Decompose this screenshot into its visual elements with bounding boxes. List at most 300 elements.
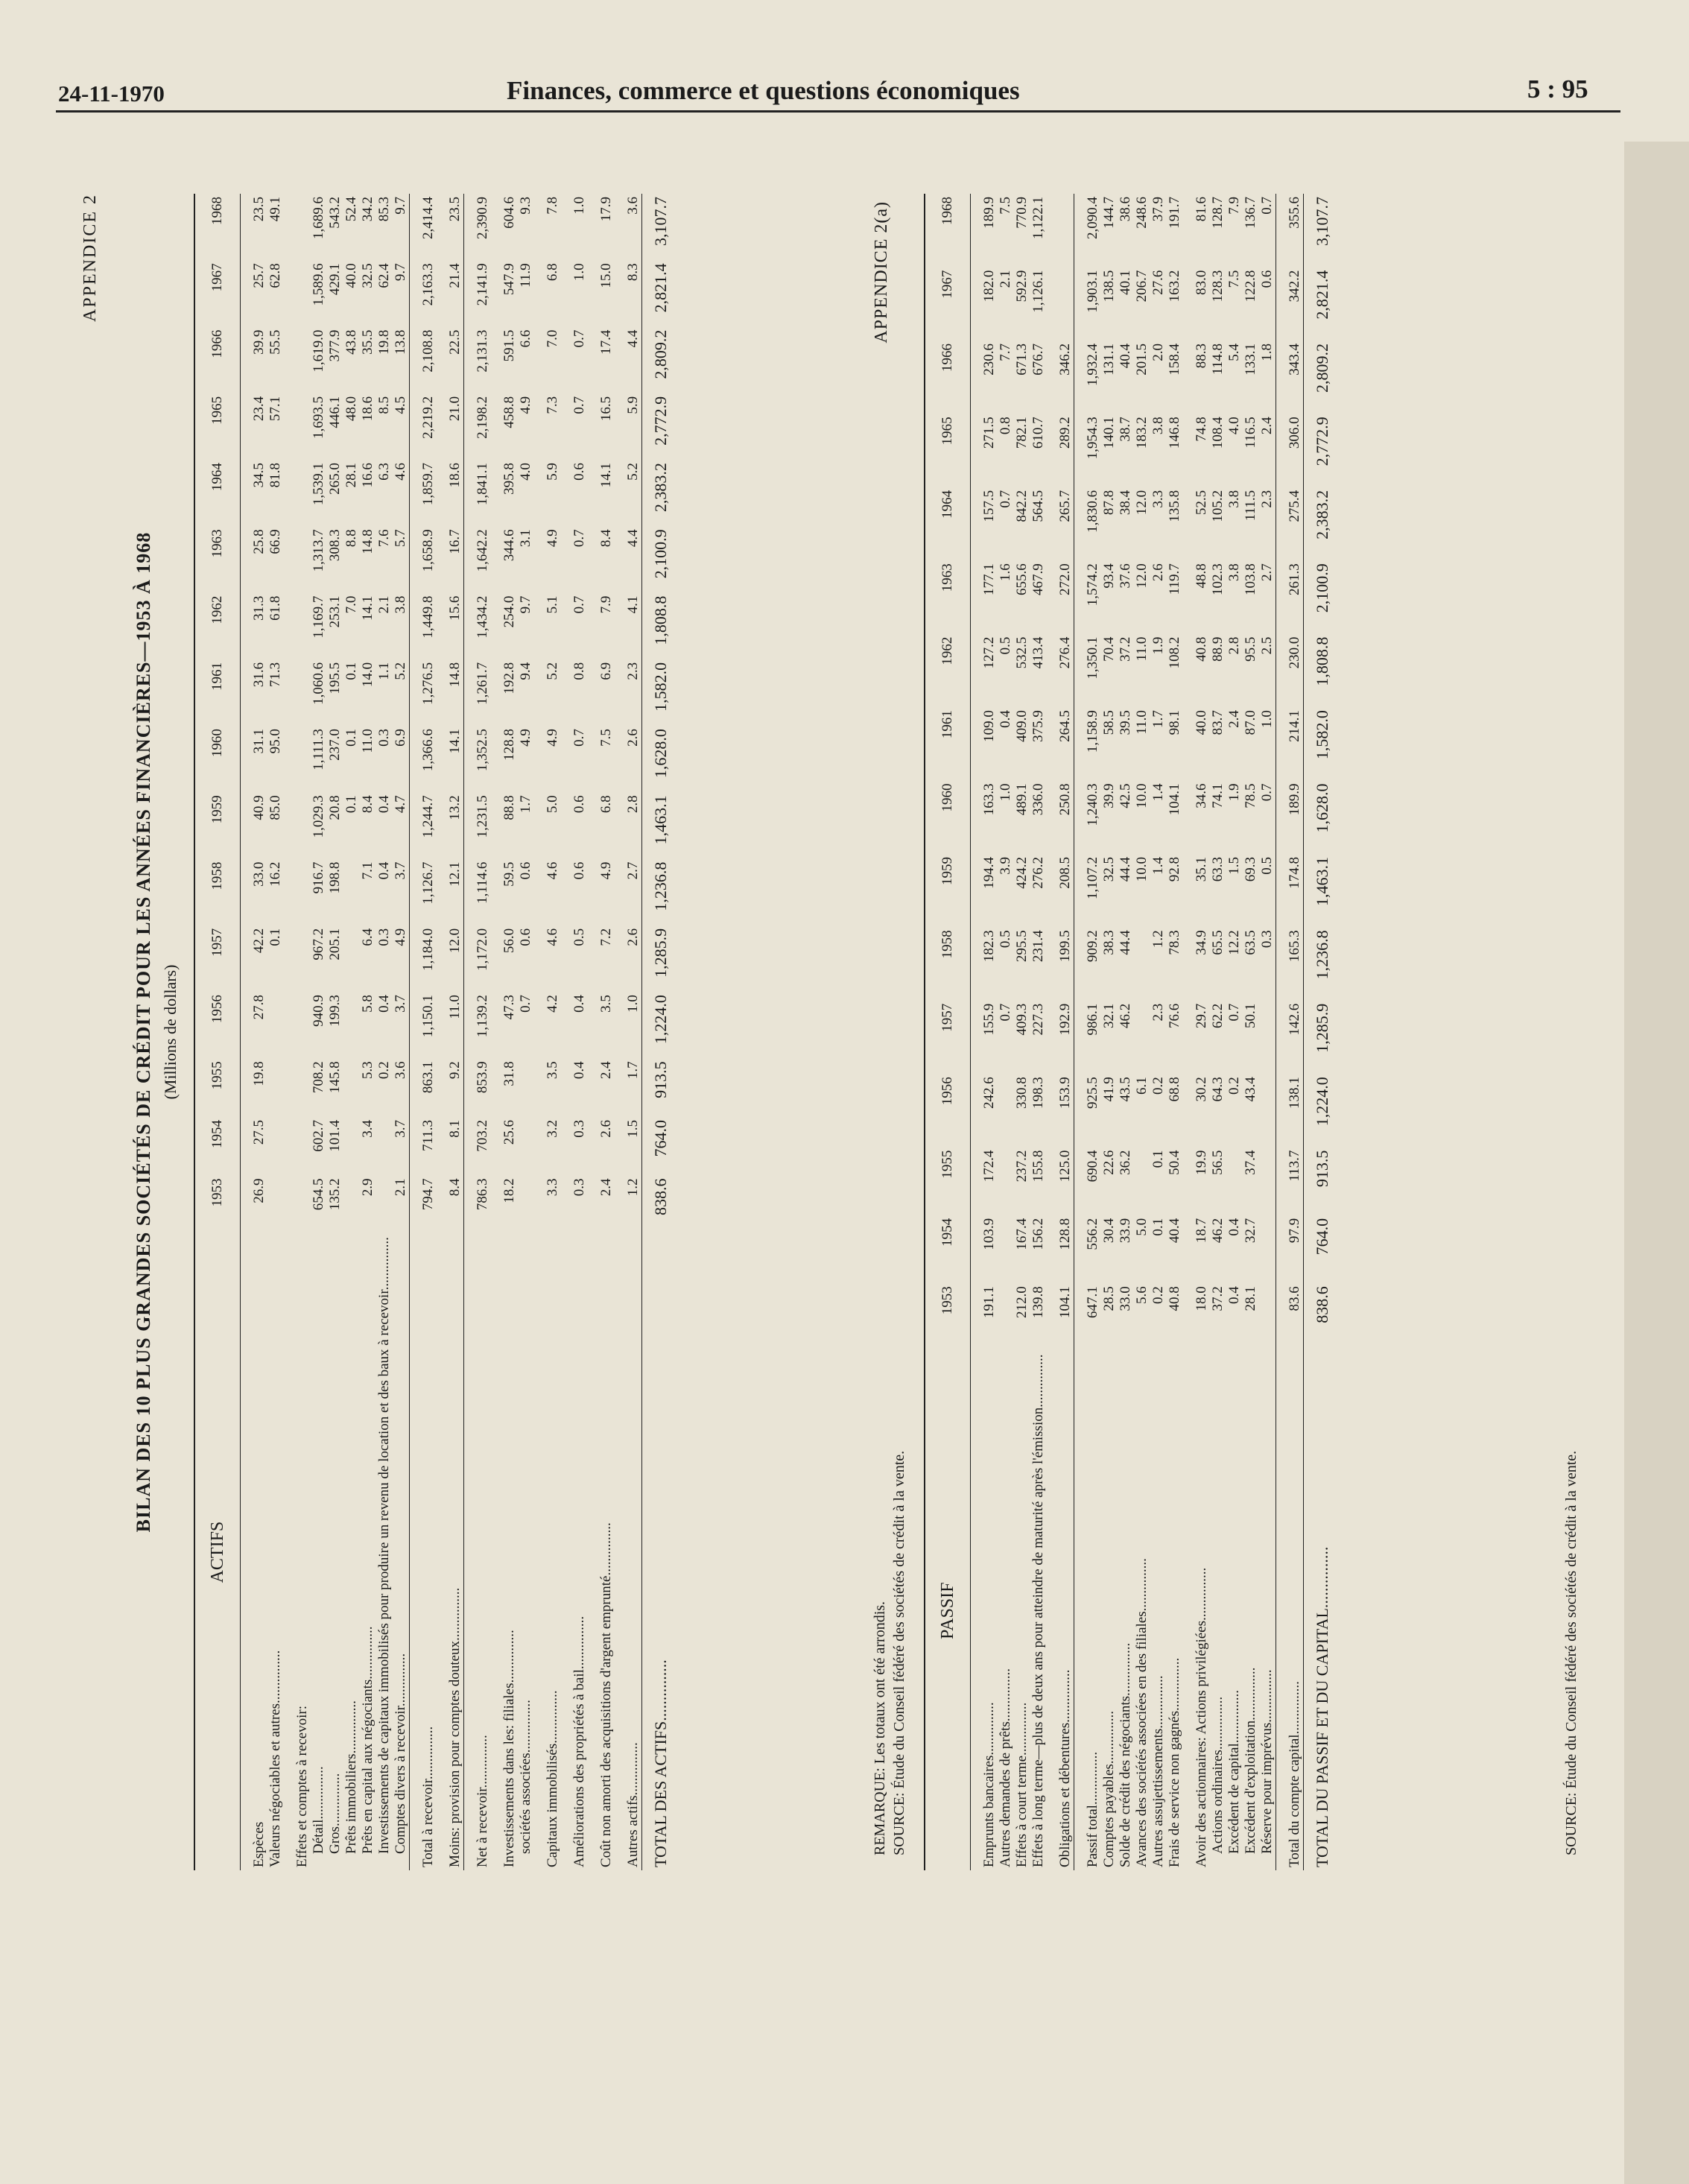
section-heading: ACTIFS (194, 1234, 241, 1870)
cell-value (343, 1058, 360, 1117)
table-row (1101, 194, 1118, 1870)
cell-value: 3.7 (393, 1119, 408, 1138)
year-header: 1957 (925, 1001, 971, 1074)
cell-value: 31.6 (251, 662, 267, 688)
cell-value: 40.8 (1194, 636, 1209, 662)
cell-value: 0.4 (571, 1061, 587, 1080)
cell-value: 671.3 (1014, 343, 1030, 376)
year-header: 1955 (925, 1148, 971, 1215)
cell-value: 0.7 (571, 595, 587, 614)
cell-value (284, 526, 311, 592)
cell-value (998, 1283, 1014, 1351)
cell-value: 18.0 (1194, 1286, 1209, 1311)
row-label: TOTAL DES ACTIFS............... (642, 1234, 670, 1870)
cell-value (1134, 1001, 1150, 1074)
cell-value: 22.5 (447, 329, 463, 355)
cell-value (998, 1148, 1014, 1215)
cell-value: 109.0 (981, 710, 997, 742)
cell-value: 237.2 (1014, 1150, 1030, 1183)
cell-value: 17.9 (598, 197, 614, 222)
cell-value: 192.8 (501, 662, 517, 694)
cell-value (1134, 1148, 1150, 1215)
cell-value: 4.9 (393, 928, 408, 946)
cell-value: 55.5 (267, 329, 283, 355)
cell-value: 78.3 (1167, 930, 1182, 955)
cell-value: 7.1 (360, 861, 375, 880)
cell-value: 4.5 (393, 396, 408, 414)
cell-value: 63.3 (1210, 856, 1226, 882)
row-label: Total à recevoir............... (410, 1234, 437, 1870)
cell-value: 2.6 (598, 1119, 614, 1138)
cell-value: 18.7 (1194, 1218, 1209, 1244)
cell-value: 5.8 (360, 995, 375, 1013)
cell-value: 863.1 (410, 1058, 437, 1117)
cell-value: 2,383.2 (1304, 487, 1331, 560)
cell-value: 21.4 (447, 263, 463, 288)
cell-value: 0.7 (571, 529, 587, 548)
table-row (518, 194, 534, 1870)
cell-value: 103.8 (1243, 563, 1258, 595)
table-subtitle: (Millions de dollars) (161, 964, 180, 1100)
cell-value: 1,903.1 (1074, 268, 1102, 341)
cell-value: 1,126.1 (1030, 270, 1046, 313)
cell-value: 913.5 (1304, 1148, 1331, 1215)
section-heading: PASSIF (925, 1352, 971, 1870)
cell-value: 0.4 (571, 995, 587, 1013)
cell-value: 9.4 (518, 662, 533, 680)
cell-value: 34.6 (1194, 783, 1209, 808)
cell-value: 248.6 (1134, 197, 1150, 229)
cell-value: 0.1 (1150, 1218, 1166, 1236)
year-header: 1968 (194, 194, 241, 260)
cell-value: 12.0 (1134, 563, 1150, 589)
table-row (1304, 194, 1331, 1870)
row-label: Effets et comptes à recevoir: (294, 1706, 310, 1867)
cell-value: 1,240.3 (1074, 781, 1102, 854)
cell-value: 4.0 (518, 463, 533, 481)
cell-value: 591.5 (501, 329, 517, 362)
cell-value: 5.3 (360, 1061, 375, 1080)
cell-value: 4.9 (545, 529, 560, 548)
cell-value: 0.6 (571, 795, 587, 814)
cell-value: 250.8 (1057, 783, 1073, 816)
cell-value: 182.3 (981, 930, 997, 963)
table-row (1210, 194, 1226, 1870)
cell-value (1047, 194, 1074, 268)
cell-value: 25.8 (251, 529, 267, 554)
cell-value: 909.2 (1074, 927, 1102, 1000)
actifs-body (241, 194, 670, 1870)
cell-value (284, 726, 311, 792)
cell-value: 14.1 (447, 729, 463, 754)
cell-value: 4.2 (545, 995, 560, 1013)
cell-value: 1,231.5 (464, 792, 492, 858)
cell-value: 1,224.0 (642, 992, 670, 1058)
table-row (1074, 194, 1102, 1870)
cell-value: 375.9 (1030, 710, 1046, 742)
row-label: Comptes payables............... (1101, 1710, 1117, 1867)
cell-value: 29.7 (1194, 1003, 1209, 1029)
cell-value: 16.2 (267, 861, 283, 887)
cell-value: 9.7 (393, 197, 408, 215)
row-label: Obligations et débentures............... (1057, 1669, 1073, 1867)
cell-value: 122.8 (1243, 270, 1258, 303)
cell-value: 1,954.3 (1074, 414, 1102, 487)
cell-value: 101.4 (327, 1119, 343, 1152)
cell-value: 34.9 (1194, 930, 1209, 955)
cell-value: 265.0 (327, 463, 343, 495)
year-header: 1968 (925, 194, 971, 268)
cell-value: 1,642.2 (464, 526, 492, 592)
cell-value (267, 1176, 284, 1235)
cell-value: 346.2 (1057, 343, 1073, 376)
table-row (410, 194, 437, 1870)
cell-value: 2,100.9 (642, 526, 670, 592)
cell-value: 6.8 (545, 263, 560, 282)
cell-value: 95.0 (267, 729, 283, 754)
cell-value: 16.5 (598, 396, 614, 422)
cell-value: 0.7 (998, 1003, 1013, 1022)
year-header: 1960 (194, 726, 241, 792)
cell-value: 1,582.0 (642, 659, 670, 726)
cell-value: 133.1 (1243, 343, 1258, 376)
cell-value: 2.7 (625, 861, 641, 880)
year-header: 1963 (194, 526, 241, 592)
table-row (1276, 194, 1304, 1870)
cell-value: 128.8 (1057, 1218, 1073, 1250)
cell-value: 28.1 (1243, 1286, 1258, 1311)
cell-value: 189.9 (1276, 781, 1304, 854)
cell-value: 32.7 (1243, 1218, 1258, 1244)
cell-value: 11.9 (518, 263, 533, 288)
row-label: Effets à long terme—plus de deux ans pour atteindre de maturité après l'émission............... (1030, 1354, 1046, 1867)
cell-value: 44.4 (1118, 856, 1133, 882)
cell-value: 4.0 (1226, 417, 1242, 435)
cell-value: 108.2 (1167, 636, 1182, 669)
cell-value: 39.9 (251, 329, 267, 355)
cell-value: 355.6 (1276, 194, 1304, 268)
cell-value: 1.0 (998, 783, 1013, 802)
cell-value: 144.7 (1101, 197, 1117, 229)
cell-value: 43.8 (343, 329, 359, 355)
cell-value: 3.3 (1150, 490, 1166, 508)
cell-value: 76.6 (1167, 1003, 1182, 1029)
cell-value: 38.4 (1118, 490, 1133, 516)
cell-value: 92.8 (1167, 856, 1182, 882)
cell-value: 58.5 (1101, 710, 1117, 735)
cell-value: 4.6 (545, 861, 560, 880)
cell-value: 40.1 (1118, 270, 1133, 295)
cell-value: 131.1 (1101, 343, 1117, 376)
cell-value: 128.3 (1210, 270, 1226, 303)
cell-value: 191.1 (981, 1286, 997, 1318)
cell-value: 0.4 (376, 795, 392, 814)
cell-value: 88.3 (1194, 343, 1209, 369)
cell-value: 676.7 (1030, 343, 1046, 376)
cell-value: 87.0 (1243, 710, 1258, 735)
cell-value: 1,060.6 (311, 662, 326, 705)
cell-value (284, 393, 311, 460)
year-header: 1961 (925, 707, 971, 780)
cell-value: 32.5 (1101, 856, 1117, 882)
cell-value: 5.0 (1134, 1218, 1150, 1236)
cell-value: 15.6 (447, 595, 463, 621)
cell-value: 8.8 (343, 529, 359, 548)
appendix-2a-label: APPENDICE 2(a) (872, 201, 891, 344)
cell-value: 3.8 (1226, 563, 1242, 581)
cell-value: 4.4 (625, 529, 641, 548)
cell-value: 4.6 (545, 928, 560, 946)
cell-value: 7.7 (998, 343, 1013, 361)
cell-value: 1.0 (1259, 710, 1275, 728)
cell-value: 1,628.0 (1304, 781, 1331, 854)
cell-value: 1,658.9 (410, 526, 437, 592)
cell-value: 191.7 (1167, 197, 1182, 229)
cell-value: 7.0 (343, 595, 359, 614)
table-row (588, 194, 615, 1870)
cell-value: 2.4 (598, 1178, 614, 1197)
table-row (343, 194, 360, 1870)
cell-value: 1,244.7 (410, 792, 437, 858)
cell-value: 0.7 (571, 329, 587, 348)
cell-value: 153.9 (1057, 1077, 1073, 1109)
cell-value: 543.2 (327, 197, 343, 229)
cell-value: 30.4 (1101, 1218, 1117, 1244)
cell-value: 0.7 (1259, 783, 1275, 802)
cell-value: 7.9 (1226, 197, 1242, 215)
row-label: Autres assujettissements............... (1150, 1675, 1166, 1867)
cell-value: 19.8 (376, 329, 392, 355)
cell-value: 0.3 (1259, 930, 1275, 949)
table-row (1183, 194, 1210, 1870)
cell-value: 2,219.2 (410, 393, 437, 460)
cell-value: 183.2 (1134, 417, 1150, 449)
cell-value: 1.0 (571, 263, 587, 282)
cell-value: 48.0 (343, 396, 359, 422)
cell-value: 3.7 (393, 861, 408, 880)
cell-value: 9.2 (447, 1061, 463, 1080)
cell-value: 40.9 (251, 795, 267, 820)
cell-value: 49.1 (267, 197, 283, 222)
cell-value: 38.6 (1118, 197, 1133, 222)
cell-value: 74.8 (1194, 417, 1209, 442)
cell-value: 199.3 (327, 995, 343, 1027)
cell-value: 1,139.2 (464, 992, 492, 1058)
cell-value: 3.8 (1150, 417, 1166, 435)
cell-value: 446.1 (327, 396, 343, 428)
cell-value (343, 1176, 360, 1235)
cell-value: 6.3 (376, 463, 392, 481)
table-row (327, 194, 343, 1870)
cell-value: 2.3 (625, 662, 641, 680)
cell-value: 39.9 (1101, 783, 1117, 808)
cell-value: 0.1 (267, 928, 283, 946)
cell-value: 34.2 (360, 197, 375, 222)
row-label: Prêts en capital aux négociants............... (360, 1626, 375, 1854)
cell-value: 5.9 (625, 396, 641, 414)
actifs-header-row (194, 194, 241, 1870)
cell-value (267, 1117, 284, 1176)
cell-value: 40.4 (1118, 343, 1133, 369)
page-number: 5 : 95 (1527, 75, 1588, 104)
cell-value: 0.6 (1259, 270, 1275, 288)
cell-value (284, 327, 311, 393)
cell-value: 764.0 (642, 1117, 670, 1176)
passif-body (971, 194, 1331, 1870)
cell-value: 1.7 (1150, 710, 1166, 728)
cell-value: 3.1 (518, 529, 533, 548)
table-row (284, 194, 311, 1870)
cell-value: 68.8 (1167, 1077, 1182, 1102)
cell-value: 104.1 (1057, 1286, 1073, 1318)
cell-value: 703.2 (464, 1117, 492, 1176)
cell-value: 295.5 (1014, 930, 1030, 963)
year-header: 1953 (925, 1283, 971, 1351)
cell-value: 62.4 (376, 263, 392, 288)
cell-value: 4.9 (518, 729, 533, 747)
cell-value: 1.5 (625, 1119, 641, 1138)
cell-value: 1,029.3 (311, 795, 326, 838)
cell-value: 83.7 (1210, 710, 1226, 735)
cell-value: 0.6 (518, 861, 533, 880)
source-note-1: SOURCE: Étude du Conseil fédéré des sociétés de crédit à la vente. (891, 1450, 907, 1855)
cell-value: 12.0 (1134, 490, 1150, 516)
cell-value: 1,932.4 (1074, 341, 1102, 414)
cell-value: 0.5 (998, 930, 1013, 949)
cell-value: 2,414.4 (410, 194, 437, 260)
cell-value: 4.6 (393, 463, 408, 481)
cell-value: 7.5 (598, 729, 614, 747)
cell-value (284, 593, 311, 659)
cell-value: 16.7 (447, 529, 463, 554)
cell-value: 157.5 (981, 490, 997, 522)
cell-value: 7.9 (598, 595, 614, 614)
cell-value: 1.4 (1150, 856, 1166, 875)
cell-value: 647.1 (1074, 1283, 1102, 1351)
row-label: Valeurs négociables et autres............... (267, 1650, 283, 1867)
cell-value: 0.1 (343, 662, 359, 680)
cell-value: 1.0 (625, 995, 641, 1013)
cell-value: 424.2 (1014, 856, 1030, 889)
year-header: 1967 (194, 260, 241, 326)
cell-value: 602.7 (311, 1119, 326, 1152)
cell-value: 103.9 (981, 1218, 997, 1250)
row-label: Espèces (251, 1821, 267, 1867)
year-header: 1962 (194, 593, 241, 659)
table-row (1167, 194, 1183, 1870)
page-gutter (1624, 142, 1689, 2184)
cell-value: 1,313.7 (311, 529, 326, 572)
cell-value (376, 1117, 393, 1176)
cell-value: 227.3 (1030, 1003, 1046, 1036)
cell-value: 1,150.1 (410, 992, 437, 1058)
cell-value: 1.5 (1226, 856, 1242, 875)
row-label: Frais de service non gagnés............... (1167, 1657, 1182, 1867)
cell-value: 0.2 (1150, 1077, 1166, 1095)
cell-value: 127.2 (981, 636, 997, 669)
cell-value: 0.5 (1259, 856, 1275, 875)
cell-value: 610.7 (1030, 417, 1046, 449)
table-row (311, 194, 327, 1870)
cell-value: 253.1 (327, 595, 343, 628)
year-header: 1965 (925, 414, 971, 487)
cell-value: 12.1 (447, 861, 463, 887)
cell-value: 1,689.6 (311, 197, 326, 239)
cell-value: 155.9 (981, 1003, 997, 1036)
cell-value: 74.1 (1210, 783, 1226, 808)
cell-value (343, 992, 360, 1058)
cell-value: 2.7 (1259, 563, 1275, 581)
cell-value: 135.2 (327, 1178, 343, 1211)
cell-value: 87.8 (1101, 490, 1117, 516)
cell-value: 2,821.4 (1304, 268, 1331, 341)
cell-value (284, 1176, 311, 1235)
cell-value: 1,172.0 (464, 925, 492, 992)
cell-value: 35.1 (1194, 856, 1209, 882)
row-label: Prêts immobiliers............... (343, 1700, 359, 1854)
cell-value: 65.5 (1210, 930, 1226, 955)
cell-value: 1,126.7 (410, 859, 437, 925)
cell-value: 276.4 (1057, 636, 1073, 669)
cell-value: 14.8 (447, 662, 463, 688)
cell-value: 2,163.3 (410, 260, 437, 326)
cell-value: 174.8 (1276, 854, 1304, 927)
cell-value: 42.2 (251, 928, 267, 954)
cell-value: 986.1 (1074, 1001, 1102, 1074)
cell-value: 1,619.0 (311, 329, 326, 373)
cell-value: 139.8 (1030, 1286, 1046, 1318)
row-label: Capitaux immobilisés............... (545, 1690, 560, 1867)
cell-value: 4.1 (625, 595, 641, 614)
cell-value: 0.4 (376, 995, 392, 1013)
cell-value: 564.5 (1030, 490, 1046, 522)
cell-value: 0.5 (571, 928, 587, 946)
year-header: 1958 (925, 927, 971, 1000)
cell-value: 3,107.7 (1304, 194, 1331, 268)
cell-value: 1,276.5 (410, 659, 437, 726)
cell-value: 5.2 (545, 662, 560, 680)
table-row (1226, 194, 1243, 1870)
cell-value: 163.2 (1167, 270, 1182, 303)
cell-value (267, 1058, 284, 1117)
cell-value: 8.5 (376, 396, 392, 414)
cell-value: 205.1 (327, 928, 343, 960)
cell-value: 1.6 (998, 563, 1013, 581)
cell-value: 0.2 (376, 1061, 392, 1080)
cell-value: 1,859.7 (410, 460, 437, 526)
cell-value: 62.8 (267, 263, 283, 288)
cell-value: 940.9 (311, 995, 326, 1027)
actifs-table (194, 194, 669, 1870)
row-label: Passif total............... (1074, 1352, 1102, 1870)
cell-value: 27.6 (1150, 270, 1166, 295)
table-row (534, 194, 561, 1870)
cell-value: 56.5 (1210, 1150, 1226, 1175)
year-header: 1961 (194, 659, 241, 726)
cell-value: 1,693.5 (311, 396, 326, 439)
table-row (360, 194, 376, 1870)
cell-value: 113.7 (1276, 1148, 1304, 1215)
cell-value: 31.3 (251, 595, 267, 621)
row-label: Autres actifs............... (625, 1742, 641, 1867)
cell-value (284, 194, 311, 260)
table-row (464, 194, 492, 1870)
cell-value: 3.6 (625, 197, 641, 215)
cell-value: 708.2 (311, 1061, 326, 1094)
cell-value: 0.1 (1150, 1150, 1166, 1168)
cell-value: 3.5 (545, 1061, 560, 1080)
cell-value: 14.1 (360, 595, 375, 621)
